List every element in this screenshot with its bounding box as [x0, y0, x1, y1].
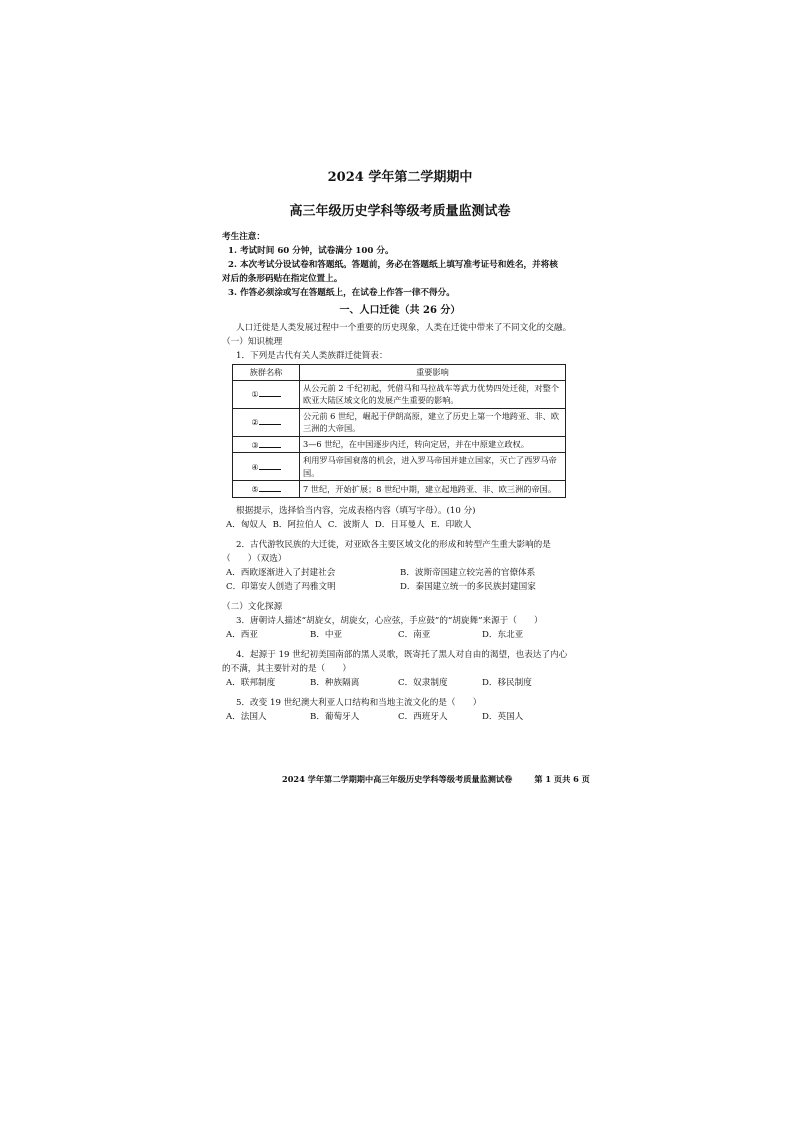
q2-options: [222, 566, 578, 594]
q4-option-c: C．奴隶制度: [398, 677, 448, 688]
row-1-name: [233, 380, 300, 408]
q3-option-c: C．南亚: [398, 629, 431, 640]
notice-item-2: 2. 本次考试分设试卷和答题纸。答题前，务必在答题纸上填写准考证号和姓名，并将核: [228, 260, 558, 270]
section-1-intro: 人口迁徙是人类发展过程中一个重要的历史现象，人类在迁徙中带来了不同文化的交融。: [236, 323, 572, 333]
q4-option-d: D．移民制度: [482, 677, 532, 688]
table-row: [233, 436, 566, 453]
table-row: [233, 380, 566, 408]
q4-options: [222, 676, 578, 690]
q5-options: [222, 710, 578, 724]
notice-block: [222, 230, 578, 300]
q1-option-d: D．日耳曼人: [374, 519, 425, 530]
q1-option-c: C．波斯人: [327, 519, 369, 530]
row-2-impact: 公元前 6 世纪，崛起于伊朗高原，建立了历史上第一个地跨亚、非、欧三洲的大帝国。: [300, 408, 566, 436]
q1-option-e: E．印欧人: [430, 519, 472, 530]
q1-options: [222, 518, 578, 532]
q4-stem: 4．起源于 19 世纪初美国南部的黑人灵歌，既寄托了黑人对自由的渴望，也表达了内心: [236, 649, 568, 660]
q2-option-d: D．秦国建立统一的多民族封建国家: [400, 581, 536, 592]
table-header-group: 族群名称: [233, 365, 300, 381]
migration-table: [232, 364, 566, 498]
q5-option-a: A．法国人: [226, 711, 267, 722]
row-5-name: [233, 481, 300, 498]
table-row: [233, 453, 566, 481]
q5-option-c: C．西班牙人: [398, 711, 448, 722]
row-3-mark: ③: [251, 439, 259, 450]
row-3-impact: 3—6 世纪，在中国逐步内迁，转向定居，并在中原建立政权。: [300, 436, 566, 453]
q2-stem: 2．古代游牧民族的大迁徙，对亚欧各主要区域文化的形成和转型产生重大影响的是: [236, 539, 551, 550]
exam-title-term: 2024 学年第二学期期中: [327, 170, 473, 185]
part-1-heading: （一）知识梳理: [222, 337, 283, 347]
q3-option-a: A．西亚: [226, 629, 258, 640]
row-4-blank: [259, 460, 281, 470]
page-footer: [282, 774, 590, 785]
notice-heading: 考生注意：: [222, 232, 265, 242]
q1-option-b: B．阿拉伯人: [272, 519, 322, 530]
footer-page-number: 第 1 页共 6 页: [534, 774, 590, 784]
footer-title: 2024 学年第二学期期中高三年级历史学科等级考质量监测试卷: [282, 774, 513, 784]
notice-item-3: 3. 作答必须涂或写在答题纸上，在试卷上作答一律不得分。: [228, 288, 455, 298]
q2-option-b: B．波斯帝国建立较完善的官僚体系: [400, 567, 536, 578]
q3-option-d: D．东北亚: [482, 629, 524, 640]
part-2-heading: （二）文化探源: [222, 601, 283, 612]
row-2-mark: ②: [251, 417, 259, 428]
notice-item-2-cont: 对后的条形码贴在指定位置上。: [222, 274, 343, 284]
q1-option-a: A．匈奴人: [226, 519, 267, 530]
q3-options: [222, 628, 578, 642]
row-3-name: [233, 436, 300, 453]
q4-option-a: A．联邦制度: [226, 677, 276, 688]
notice-item-1: 1. 考试时间 60 分钟，试卷满分 100 分。: [228, 246, 394, 256]
row-1-impact: 从公元前 2 千纪初起，凭借马和马拉战车等武力优势四处迁徙，对整个欧亚大陆区域文化的发展产生重要的影响。: [300, 380, 566, 408]
row-5-impact: 7 世纪，开始扩展；8 世纪中期，建立起地跨亚、非、欧三洲的帝国。: [300, 481, 566, 498]
row-2-blank: [259, 415, 281, 425]
row-5-mark: ⑤: [251, 484, 259, 494]
table-row: [233, 408, 566, 436]
q5-option-d: D．英国人: [482, 711, 524, 722]
row-3-blank: [259, 438, 281, 448]
section-1-title: 一、人口迁徙（共 26 分）: [339, 305, 461, 316]
row-2-name: [233, 408, 300, 436]
q3-stem: 3．唐朝诗人描述“胡旋女，胡旋女，心应弦，手应鼓”的“胡旋舞”来源于（ ）: [236, 615, 543, 626]
q1-stem: 1．下列是古代有关人类族群迁徙简表：: [236, 351, 388, 361]
q2-stem-cont: （ ）（双选）: [222, 553, 287, 564]
row-4-name: [233, 453, 300, 481]
row-1-blank: [259, 387, 281, 397]
q2-option-a: A．西欧逐渐进入了封建社会: [226, 567, 336, 578]
q4-stem-cont: 的不满，其主要针对的是（ ）: [222, 663, 351, 674]
q3-option-b: B．中亚: [310, 629, 343, 640]
row-5-blank: [259, 482, 281, 492]
row-1-mark: ①: [251, 389, 259, 400]
exam-title-subject: 高三年级历史学科等级考质量监测试卷: [289, 204, 511, 219]
q4-option-b: B．种族隔离: [310, 677, 360, 688]
q5-stem: 5．改变 19 世纪澳大利亚人口结构和当地主流文化的是（ ）: [236, 697, 482, 708]
q5-option-b: B．葡萄牙人: [310, 711, 360, 722]
q2-option-c: C．印第安人创造了玛雅文明: [226, 581, 336, 592]
table-row: [233, 481, 566, 498]
page-content: [222, 166, 578, 724]
table-header-impact: 重要影响: [300, 365, 566, 381]
row-4-impact: 利用罗马帝国衰落的机会，进入罗马帝国并建立国家，灭亡了西罗马帝国。: [300, 453, 566, 481]
row-4-mark: ④: [251, 461, 259, 472]
q1-instruction: 根据提示，选择恰当内容，完成表格内容（填写字母）。(10 分): [236, 505, 476, 516]
